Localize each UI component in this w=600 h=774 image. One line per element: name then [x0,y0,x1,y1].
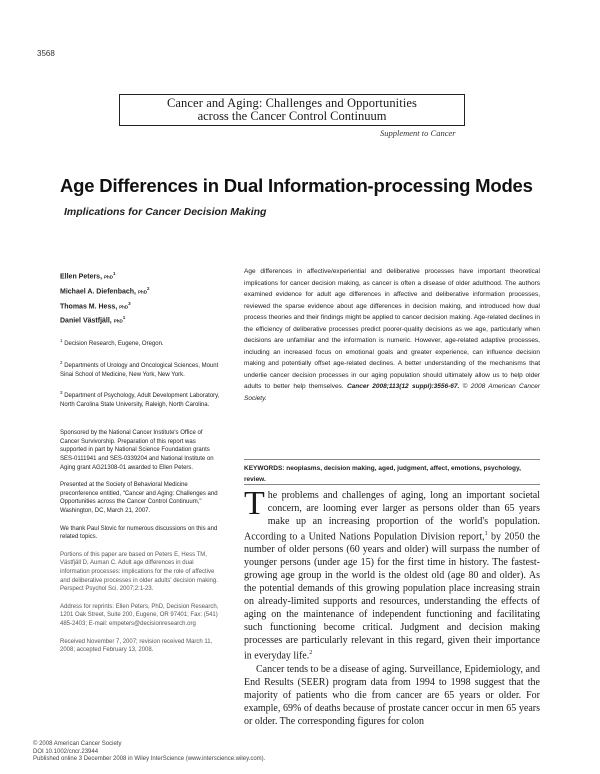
author-info-column [60,268,220,655]
drop-cap: T [244,485,265,522]
page-footer [33,741,265,764]
divider [244,484,540,485]
keywords: KEYWORDS: neoplasms, decision making, aged, judgment, affect, emotions, psychology, review. [244,465,521,483]
article-subtitle: Implications for Cancer Decision Making [64,206,267,218]
affiliation: $^2$ Departments of Urology and Oncological Sciences, Mount Sinai School of Medicine, New York, New York. [60,359,219,378]
article-body [244,485,540,728]
footer-doi: DOI 10.1002/cncr.23944 [33,748,99,755]
author-name: Daniel Västfjäll, PhD$^1$ [60,315,126,325]
sponsor-note: Sponsored by the National Cancer Institute's Office of Cancer Survivorship. Preparation of this report was supported in part by National Science Foundation grants SES-0111941 and SES-0339204 and National Institute on Aging grant AG21308-01 awarded to Ellen Peters. [60,430,214,471]
author-name: Michael A. Diefenbach, PhD$^2$ [60,285,150,296]
body-paragraph: Cancer tends to be a disease of aging. Surveillance, Epidemiology, and End Results (SEER) program data from 1994 to 1998 suggest that the majority of patients who die from cancer are 65 years or older. For example, 69% of deaths because of prostate cancer occur in men 65 years or older. The corresponding figures for colon [244,663,540,727]
received-dates: Received November 7, 2007; revision received March 11, 2008; accepted February 13, 2008. [60,638,213,654]
affiliation: $^1$ Decision Research, Eugene, Oregon. [60,338,164,348]
abstract [244,266,540,404]
body-paragraph: The problems and challenges of aging, long an important societal concern, are looming ever larger as persons older than 65 years make up an increasing proportion of the world's population. According to a United Nations Population Division report,$^1$ by 2050 the number of older persons (60 years and older) will surpass the number of younger persons (under age 15) for the first time in history. The fastest-growing age group in the world is the oldest old (age 80 and older). As the potential demands of this growing population place increasing strain on already-limited supports and resources, understanding the effects of aging on the maintenance of independent functioning and facilitating such functioning become critical. Judgment and decision making processes are particularly relevant in this regard, given their importance in everyday life.$^2$ [244,485,540,662]
supplement-label: Supplement to Cancer [380,128,456,138]
page-number: 3568 [37,49,55,58]
author-name: Ellen Peters, PhD$^1$ [60,271,116,281]
affiliation: $^3$ Department of Psychology, Adult Development Laboratory, North Carolina State University, Raleigh, North Carolina. [60,390,220,408]
banner-line-1: Cancer and Aging: Challenges and Opportunities [166,96,418,110]
divider [244,459,540,460]
acknowledgment-note: We thank Paul Slovic for numerous discussions on this and related topics. [60,525,218,541]
portions-note: Portions of this paper are based on Peters E, Hess TM, Västfjäll D, Auman C. Adult age differences in dual information processes: implications for the role of affective and deliberative processes in older adults' decision making. Perspect Psychol Sci. 2007;2:1-23. [60,551,218,593]
abstract-citation: Cancer 2008;113(12 suppl):3556-67. [346,383,460,390]
footer-published: Published online 3 December 2008 in Wiley InterScience (www.interscience.wiley.com). [33,756,266,762]
reprint-address: Address for reprints: Ellen Peters, PhD, Decision Research, 1201 Oak Street, Suite 200, Eugene, OR 97401; Fax: (541) 485-2403; E-mail: empeters@decisionresearch.org [60,603,219,627]
supplement-banner [119,94,465,126]
footer-copyright: © 2008 American Cancer Society [33,741,122,747]
abstract-copyright: © 2008 American Cancer Society. [244,383,540,402]
abstract-text: Age differences in affective/experiential and deliberative processes have important theoretical implications for cancer decision making, as cancer is often a disease of older adulthood. The authors examined evidence for adult age differences in affective and deliberative information processes, reviewed the sparse evidence about age differences in decision making, and introduced how dual process theories and their findings might be applied to cancer decision making. Age-related declines in the efficiency of deliberative processes predict poorer-quality decisions as we age, particularly when decisions are unfamiliar and the information is numeric. However, age-related adaptive processes, including an increased focus on emotional goals and greater experience, can influence decision making and potentially offset age-related declines. A better understanding of the mechanisms that underlie cancer decision processes in our aging population should ultimately allow us to help older adults to better help themselves. [244,268,540,390]
presentation-note: Presented at the Society of Behavioral Medicine preconference entitled, "Cancer and Aging: Challenges and Opportunities across the Cancer Control Continuum," Washington, DC, March 21, 2007. [60,482,218,515]
article-title: Age Differences in Dual Information-processing Modes [60,175,533,196]
banner-line-2: across the Cancer Control Continuum [197,109,387,123]
author-name: Thomas M. Hess, PhD$^3$ [60,300,131,310]
